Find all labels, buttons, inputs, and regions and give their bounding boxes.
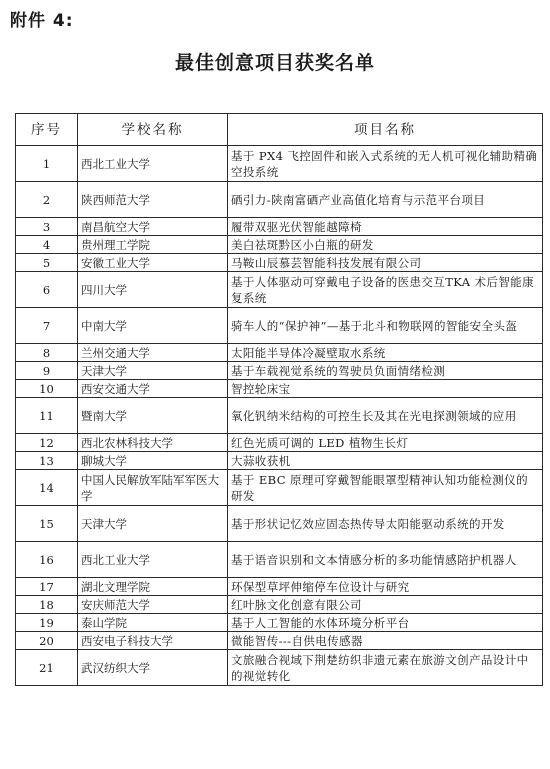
row-no: 11 (16, 398, 78, 434)
row-no: 19 (16, 614, 78, 632)
table-row (16, 236, 543, 254)
row-no: 7 (16, 308, 78, 344)
attachment-label: 附件 4: (10, 11, 74, 31)
table-row (16, 398, 543, 434)
row-project: 硒引力-陕南富硒产业高值化培育与示范平台项目 (228, 182, 543, 218)
row-school: 天津大学 (78, 506, 228, 542)
table-row (16, 146, 543, 182)
row-no: 16 (16, 542, 78, 578)
row-school: 西北农林科技大学 (78, 434, 228, 452)
row-project: 红叶脉文化创意有限公司 (228, 596, 543, 614)
row-school: 西北工业大学 (78, 146, 228, 182)
table-row (16, 272, 543, 308)
table-row (16, 344, 543, 362)
row-project: 基于人工智能的水体环境分析平台 (228, 614, 543, 632)
row-school: 安徽工业大学 (78, 254, 228, 272)
row-project: 马鞍山辰慕芸智能科技发展有限公司 (228, 254, 543, 272)
row-project: 智控轮床宝 (228, 380, 543, 398)
row-school: 中国人民解放军陆军军医大学 (78, 470, 228, 506)
table-row (16, 470, 543, 506)
row-school: 中南大学 (78, 308, 228, 344)
row-no: 4 (16, 236, 78, 254)
row-no: 2 (16, 182, 78, 218)
table-row (16, 506, 543, 542)
row-no: 15 (16, 506, 78, 542)
row-project: 骑车人的“保护神”—基于北斗和物联网的智能安全头盔 (228, 308, 543, 344)
row-school: 陕西师范大学 (78, 182, 228, 218)
header-school: 学校名称 (78, 114, 228, 146)
row-no: 3 (16, 218, 78, 236)
row-project: 文旅融合视域下荆楚纺织非遗元素在旅游文创产品设计中的视觉转化 (228, 650, 543, 686)
row-school: 南昌航空大学 (78, 218, 228, 236)
row-school: 湖北文理学院 (78, 578, 228, 596)
row-school: 聊城大学 (78, 452, 228, 470)
row-no: 17 (16, 578, 78, 596)
row-project: 大蒜收获机 (228, 452, 543, 470)
row-project: 基于语音识别和文本情感分析的多功能情感陪护机器人 (228, 542, 543, 578)
row-school: 天津大学 (78, 362, 228, 380)
document-title: 最佳创意项目获奖名单 (174, 52, 375, 74)
award-table (15, 113, 543, 686)
row-no: 13 (16, 452, 78, 470)
row-project: 基于 PX4 飞控固件和嵌入式系统的无人机可视化辅助精确空投系统 (228, 146, 543, 182)
row-school: 西安交通大学 (78, 380, 228, 398)
row-project: 红色光质可调的 LED 植物生长灯 (228, 434, 543, 452)
row-project: 基于人体驱动可穿戴电子设备的医患交互TKA 术后智能康复系统 (228, 272, 543, 308)
row-project: 太阳能半导体冷凝壁取水系统 (228, 344, 543, 362)
row-project: 基于 EBC 原理可穿戴智能眼罩型精神认知功能检测仪的研发 (228, 470, 543, 506)
table-row (16, 254, 543, 272)
row-no: 20 (16, 632, 78, 650)
table-row (16, 614, 543, 632)
header-project: 项目名称 (228, 114, 543, 146)
table-row (16, 452, 543, 470)
row-no: 9 (16, 362, 78, 380)
table-row (16, 434, 543, 452)
table-row (16, 308, 543, 344)
row-school: 贵州理工学院 (78, 236, 228, 254)
row-no: 12 (16, 434, 78, 452)
row-project: 基于车载视觉系统的驾驶员负面情绪检测 (228, 362, 543, 380)
table-row (16, 596, 543, 614)
row-school: 武汉纺织大学 (78, 650, 228, 686)
row-school: 安庆师范大学 (78, 596, 228, 614)
table-row (16, 542, 543, 578)
row-no: 8 (16, 344, 78, 362)
row-no: 10 (16, 380, 78, 398)
row-no: 18 (16, 596, 78, 614)
table-row (16, 578, 543, 596)
row-school: 四川大学 (78, 272, 228, 308)
row-no: 6 (16, 272, 78, 308)
row-no: 1 (16, 146, 78, 182)
row-project: 基于形状记忆效应固态热传导太阳能驱动系统的开发 (228, 506, 543, 542)
row-no: 5 (16, 254, 78, 272)
row-project: 履带双驱光伏智能越障椅 (228, 218, 543, 236)
row-school: 西安电子科技大学 (78, 632, 228, 650)
row-school: 泰山学院 (78, 614, 228, 632)
row-project: 氧化钒纳米结构的可控生长及其在光电探测领域的应用 (228, 398, 543, 434)
row-school: 暨南大学 (78, 398, 228, 434)
row-no: 21 (16, 650, 78, 686)
row-project: 环保型草坪伸缩停车位设计与研究 (228, 578, 543, 596)
row-school: 西北工业大学 (78, 542, 228, 578)
row-project: 微能智传---自供电传感器 (228, 632, 543, 650)
table-row (16, 218, 543, 236)
table-row (16, 380, 543, 398)
row-no: 14 (16, 470, 78, 506)
table-row (16, 182, 543, 218)
table-row (16, 362, 543, 380)
row-school: 兰州交通大学 (78, 344, 228, 362)
table-row (16, 632, 543, 650)
table-header-row (16, 114, 543, 146)
header-no: 序号 (16, 114, 78, 146)
table-row (16, 650, 543, 686)
row-project: 美白祛斑黔区小白瓶的研发 (228, 236, 543, 254)
